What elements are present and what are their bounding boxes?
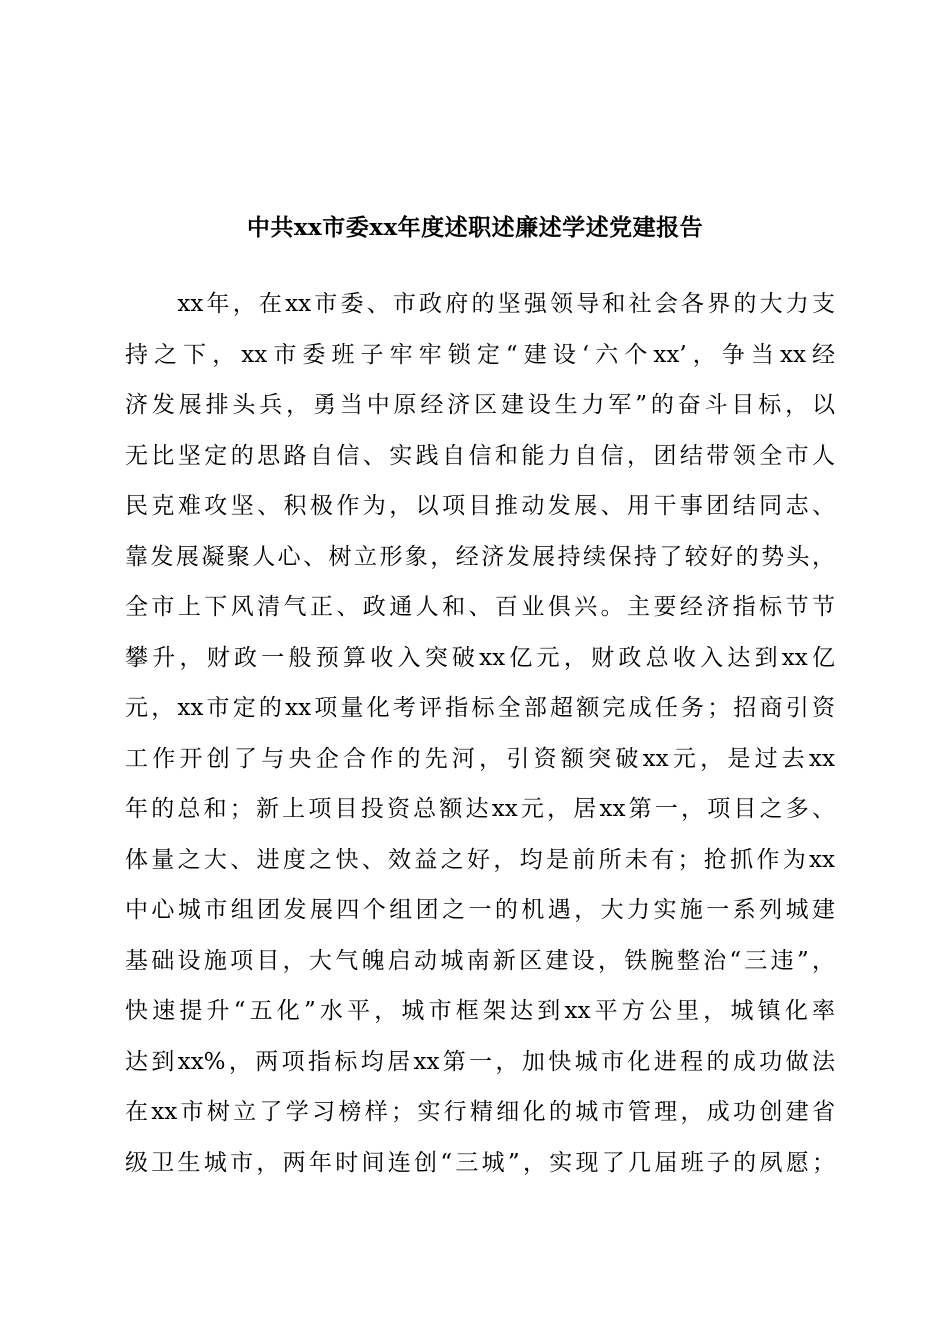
paragraph-line: 民克难攻坚、积极作为，以项目推动发展、用干事团结同志、: [125, 493, 835, 519]
paragraph-line: 济发展排头兵，勇当中原经济区建设生力军”的奋斗目标，以: [125, 392, 835, 418]
body-paragraph: [125, 284, 835, 1193]
paragraph-line: xx年，在xx市委、市政府的坚强领导和社会各界的大力支: [125, 291, 835, 317]
paragraph-line: 在xx市树立了学习榜样；实行精细化的城市管理，成功创建省: [125, 1099, 835, 1125]
paragraph-line: 中心城市组团发展四个组团之一的机遇，大力实施一系列城建: [125, 897, 835, 923]
paragraph-line: 攀升，财政一般预算收入突破xx亿元，财政总收入达到xx亿: [125, 644, 835, 671]
paragraph-line: 元，xx市定的xx项量化考评指标全部超额完成任务；招商引资: [125, 695, 835, 721]
paragraph-line: 持之下，xx市委班子牢牢锁定“建设‘六个xx’，争当xx经: [125, 341, 835, 368]
paragraph-line: 无比坚定的思路自信、实践自信和能力自信，团结带领全市人: [125, 442, 835, 469]
document-title: 中共xx市委xx年度述职述廉述学述党建报告: [246, 214, 704, 241]
paragraph-line: 体量之大、进度之快、效益之好，均是前所未有；抢抓作为xx: [125, 846, 835, 873]
paragraph-line: 全市上下风清气正、政通人和、百业俱兴。主要经济指标节节: [125, 594, 835, 620]
paragraph-line: 快速提升“五化”水平，城市框架达到xx平方公里，城镇化率: [125, 998, 835, 1024]
paragraph-line: 级卫生城市，两年时间连创“三城”，实现了几届班子的夙愿；: [125, 1149, 835, 1176]
paragraph-line: 靠发展凝聚人心、树立形象，经济发展持续保持了较好的势头，: [125, 543, 835, 570]
paragraph-line: 年的总和；新上项目投资总额达xx元，居xx第一，项目之多、: [125, 796, 835, 822]
paragraph-line: 达到xx%，两项指标均居xx第一，加快城市化进程的成功做法: [125, 1048, 835, 1075]
paragraph-line: 工作开创了与央企合作的先河，引资额突破xx元，是过去xx: [125, 745, 835, 772]
paragraph-line: 基础设施项目，大气魄启动城南新区建设，铁腕整治“三违”，: [125, 947, 835, 974]
